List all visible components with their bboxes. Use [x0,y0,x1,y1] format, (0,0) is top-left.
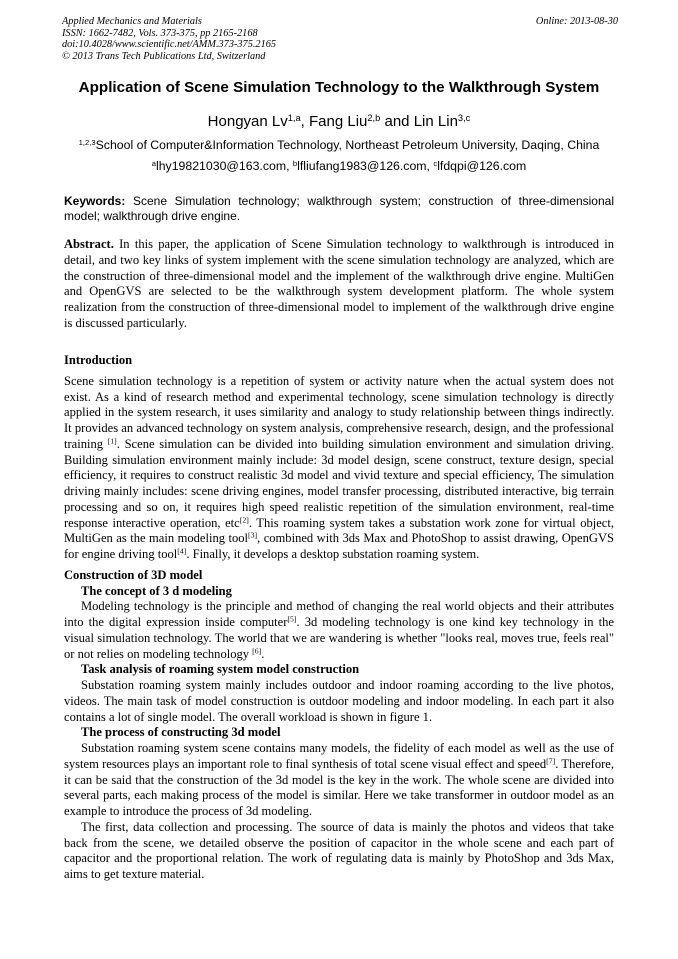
paragraph [64,599,614,662]
subsection-heading: Task analysis of roaming system model construction [81,662,360,677]
email-sup: a [151,158,156,168]
paragraph: Substation roaming system mainly includes outdoor and indoor roaming according to the live photos, videos. The main task of model construction is outdoor modeling and indoor modeling. In each part it also contains a lot of single model. The overall workload is shown in figure 1. [64,678,614,724]
citation[interactable]: [3] [248,530,258,540]
paragraph [64,741,614,820]
issn-line: ISSN: 1662-7482, Vols. 373-375, pp 2165-2168 [62,27,258,39]
citation[interactable]: [6] [252,646,262,656]
author-sup: 1,a [287,112,301,123]
paragraph-text: Scene simulation technology is a repetition of system or activity nature when the actual system does not exist. As a kind of research method and experimental technology, scene simulation technology is directly applied in the system research, it uses similarity and analogy to study relationship between things indirectly. It provides an advanced technology on system analysis, comprehensive research, design, and the professional training [64,373,614,451]
abstract [64,237,614,332]
author-sup: 3,c [457,112,471,123]
paragraph-text: , combined with 3ds Max and PhotoShop to assist drawing, OpenGVS for engine driving tool [64,531,614,561]
online-date: Online: 2013-08-30 [535,16,618,27]
paragraph [64,374,614,563]
author-separator: , [300,113,310,130]
paragraph-text: . [261,646,265,661]
email-list [40,159,638,173]
author-list [40,113,638,130]
email-address[interactable]: lhy19821030@163.com [155,159,287,173]
abstract-label: Abstract. [64,237,114,251]
keywords-text: Scene Simulation technology; walkthrough system; construction of three-dimensional model; walkthrough drive engine. [64,194,614,223]
citation[interactable]: [7] [546,756,556,766]
author-name: Fang Liu [309,113,368,130]
email-address[interactable]: lfdqpi@126.com [437,159,527,173]
paragraph-text: Substation roaming system scene contains many models, the fidelity of each model as well as the use of system resources plays an important role to final synthesis of total scene visual effect and speed [64,741,614,771]
journal-header [62,16,618,62]
email-sup: b [292,158,298,168]
section-heading: Construction of 3D model [64,567,203,582]
author-name: Hongyan Lv [207,113,288,130]
email-separator: , [426,159,434,173]
paragraph-text: . Finally, it develops a desktop substation roaming system. [186,547,480,561]
paragraph-text: Modeling technology is the principle and method of changing the real world objects and their attributes into the digital expression inside computer [64,599,614,629]
author-sup: 2,b [367,112,381,123]
introduction-section [64,353,614,883]
paragraph: The first, data collection and processing. The source of data is mainly the photos and videos that take back from the scene, we detailed observe the position of capacitor in the whole scene and each part of capacitor and the proportional relation. The work of regulating data is mainly by PhotoShop and 3ds Max, aims to get texture material. [64,819,614,881]
author-separator: and [380,113,414,130]
section-heading: Introduction [64,353,133,367]
email-sup: c [433,158,438,168]
doi-line[interactable]: doi:10.4028/www.scientific.net/AMM.373-375.2165 [62,39,277,50]
subsection-heading: The process of constructing 3d model [81,725,281,740]
affiliation-sup: 1,2,3 [78,137,96,147]
author-name: Lin Lin [413,113,458,130]
subsection-heading: The concept of 3 d modeling [81,583,232,598]
journal-name: Applied Mechanics and Materials [62,16,202,27]
keywords-label: Keywords: [64,194,126,208]
paragraph-text: . Therefore, it can be said that the construction of the 3d model is the key in the work. The whole scene are divided into several parts, each making process of the model is similar. Here we take transformer in outdoor model as an example to introduce the process of 3d modeling. [64,756,614,818]
paragraph-text: . Scene simulation can be divided into building simulation environment and simulation driving. Building simulation environment mainly include: 3d model design, scene construct, texture design, special efficiency, it requires to construct realistic 3d model and vivid texture and special efficiency, The simulation driving mainly includes: scene driving engines, model transfer processing, distributed interactive, big terrain processing and so on, it requires high speed realistic repetition of the simulation environment, real-time response interactive operation, etc [64,436,614,530]
email-separator: , [286,159,293,173]
citation[interactable]: [2] [239,515,249,525]
email-address[interactable]: lfliufang1983@126.com [297,159,427,173]
citation[interactable]: [4] [177,546,187,556]
paragraph-text: . 3d modeling technology is one kind key technology in the visual simulation technology. The world that we are wandering is whether "looks real, moves true, feels real" or not relies on modeling technology [64,615,614,661]
paragraph-text: . This roaming system takes a substation work zone for virtual object, MultiGen as the main modeling tool [64,515,614,546]
paper-title: Application of Scene Simulation Technology to the Walkthrough System [78,79,600,96]
affiliation [40,138,638,152]
keywords [64,194,614,224]
copyright-line: © 2013 Trans Tech Publications Ltd, Switzerland [62,50,266,62]
citation[interactable]: [1] [107,436,117,446]
abstract-text: In this paper, the application of Scene Simulation technology to walkthrough is introduced in detail, and two key links of system implement with the scene simulation technology are analyzed, which are the construction of three-dimensional model and the implement of the walkthrough drive engine. MultiGen and OpenGVS are selected to be the walkthrough system development platform. The whole system realization from the construction of three-dimensional model to implement of the walkthrough drive engine is discussed particularly. [64,237,614,330]
affiliation-text: School of Computer&Information Technology, Northeast Petroleum University, Daqing, China [95,138,600,152]
citation[interactable]: [5] [287,614,297,624]
